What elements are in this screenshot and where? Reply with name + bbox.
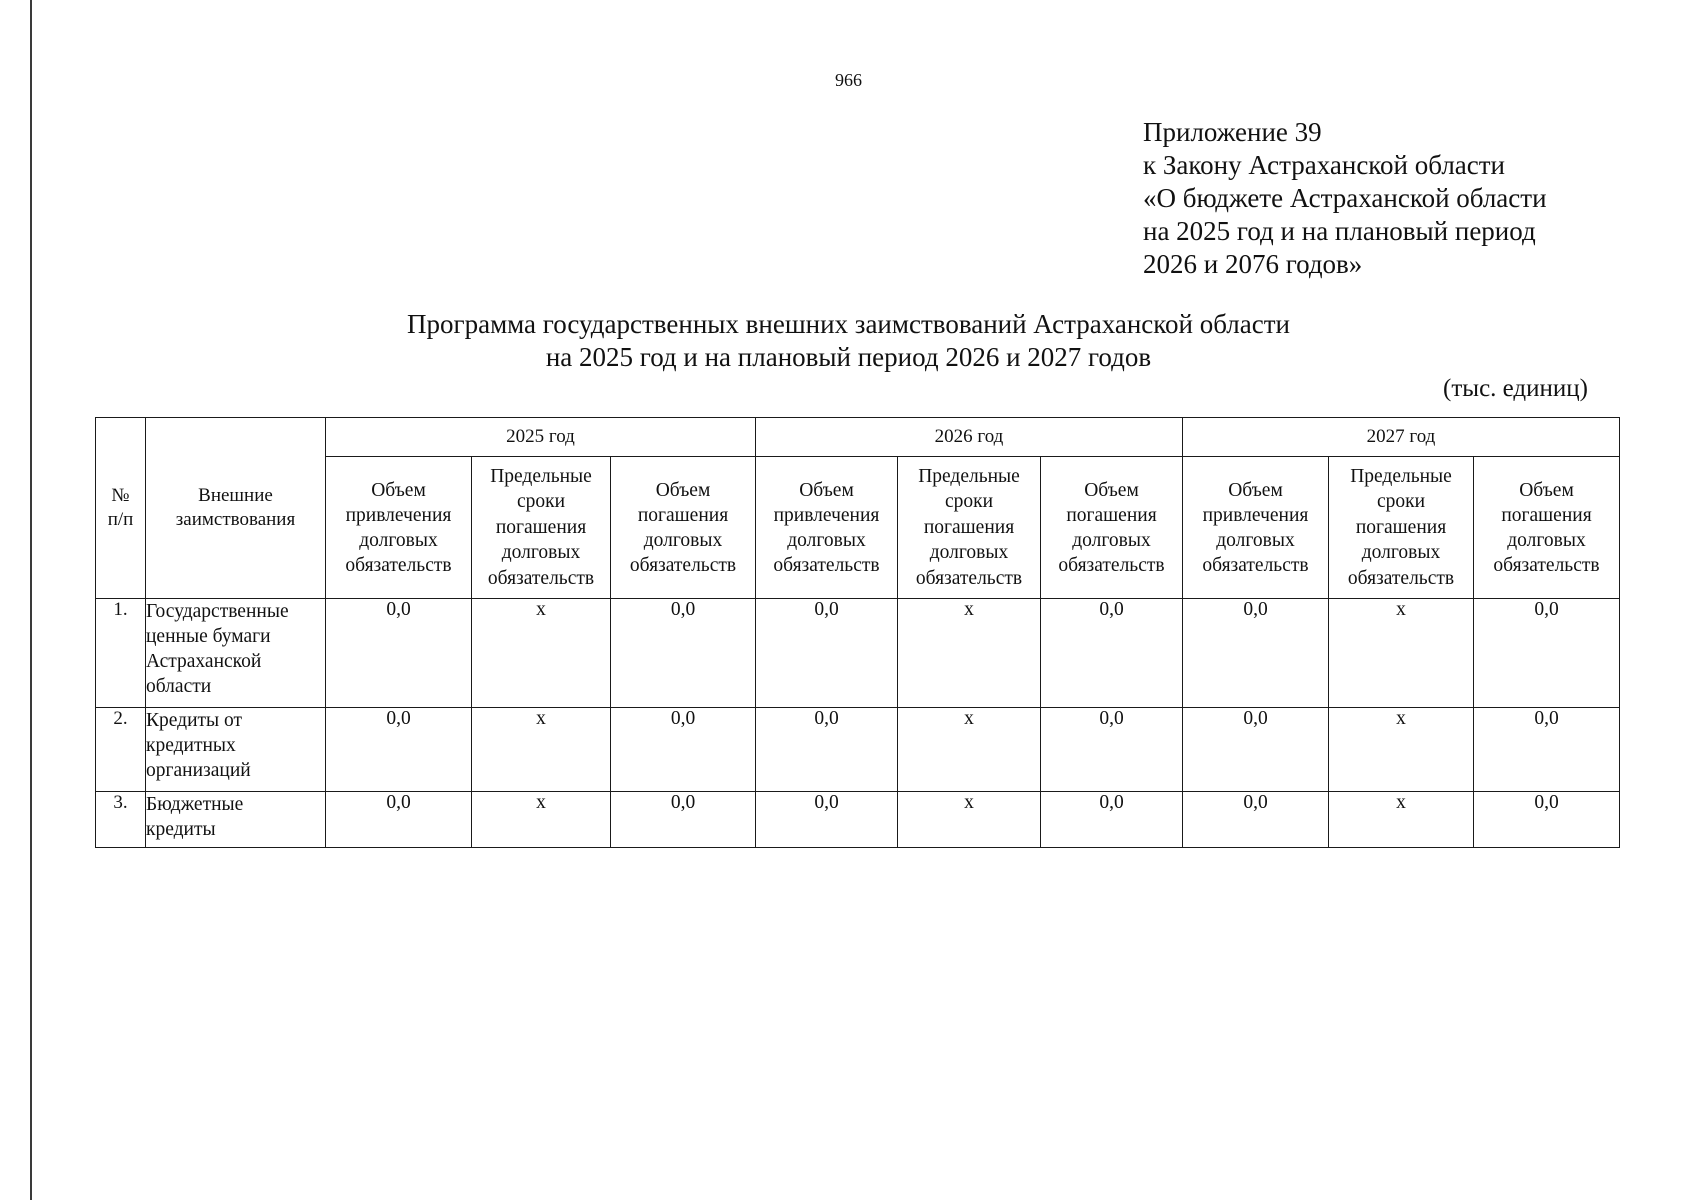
repayment-terms-header: Предельные сроки погашения долговых обязательств — [472, 457, 611, 599]
repayment-volume-header: Объем погашения долговых обязательств — [1041, 457, 1183, 599]
value-cell: х — [1329, 599, 1474, 708]
year-header-2025: 2025 год — [326, 418, 756, 457]
value-cell: 0,0 — [611, 599, 756, 708]
value-cell: х — [472, 599, 611, 708]
value-cell: х — [472, 792, 611, 848]
borrowing-name: Государственные ценные бумаги Астраханской области — [146, 599, 326, 708]
document-title-line: на 2025 год и на плановый период 2026 и 2027 годов — [545, 342, 1152, 372]
index-column-header — [96, 418, 146, 599]
appendix-line: Приложение 39 — [1143, 117, 1322, 147]
value-cell: 0,0 — [1183, 708, 1329, 792]
value-cell: х — [472, 708, 611, 792]
units-label: (тыс. единиц) — [1443, 375, 1588, 402]
value-cell: 0,0 — [326, 599, 472, 708]
table-row — [96, 708, 1620, 792]
value-cell: х — [898, 708, 1041, 792]
header-text: заимствования — [175, 509, 296, 530]
value-cell: х — [898, 599, 1041, 708]
attraction-volume-header: Объем привлечения долговых обязательств — [1183, 457, 1329, 599]
borrowing-name: Бюджетные кредиты — [146, 792, 326, 848]
repayment-volume-header: Объем погашения долговых обязательств — [611, 457, 756, 599]
value-cell: 0,0 — [1041, 599, 1183, 708]
year-header-2026: 2026 год — [756, 418, 1183, 457]
borrowings-table — [95, 417, 1620, 848]
value-cell: 0,0 — [326, 792, 472, 848]
value-cell: 0,0 — [756, 599, 898, 708]
borrowing-name: Кредиты от кредитных организаций — [146, 708, 326, 792]
value-cell: 0,0 — [326, 708, 472, 792]
value-cell: 0,0 — [1041, 792, 1183, 848]
value-cell: 0,0 — [756, 708, 898, 792]
value-cell: 0,0 — [1474, 599, 1620, 708]
attraction-volume-header: Объем привлечения долговых обязательств — [326, 457, 472, 599]
table-row — [96, 792, 1620, 848]
appendix-line: к Закону Астраханской области — [1143, 150, 1506, 180]
attraction-volume-header: Объем привлечения долговых обязательств — [756, 457, 898, 599]
document-title — [0, 308, 1697, 374]
value-cell: 0,0 — [611, 708, 756, 792]
row-index: 3. — [96, 792, 146, 848]
scan-edge-line — [30, 0, 32, 1200]
value-cell: 0,0 — [611, 792, 756, 848]
value-cell: 0,0 — [1041, 708, 1183, 792]
value-cell: х — [1329, 792, 1474, 848]
table-row — [96, 599, 1620, 708]
value-cell: х — [898, 792, 1041, 848]
value-cell: 0,0 — [1183, 792, 1329, 848]
value-cell: 0,0 — [756, 792, 898, 848]
appendix-line: на 2025 год и на плановый период — [1143, 216, 1536, 246]
repayment-volume-header: Объем погашения долговых обязательств — [1474, 457, 1620, 599]
header-text: Внешние — [198, 485, 273, 506]
value-cell: 0,0 — [1474, 792, 1620, 848]
repayment-terms-header: Предельные сроки погашения долговых обязательств — [1329, 457, 1474, 599]
appendix-block — [1143, 116, 1547, 281]
header-text: № — [111, 485, 130, 506]
value-cell: 0,0 — [1183, 599, 1329, 708]
value-cell: 0,0 — [1474, 708, 1620, 792]
borrowings-column-header — [146, 418, 326, 599]
appendix-line: «О бюджете Астраханской области — [1143, 183, 1547, 213]
appendix-line: 2026 и 2076 годов» — [1143, 249, 1363, 279]
repayment-terms-header: Предельные сроки погашения долговых обязательств — [898, 457, 1041, 599]
row-index: 2. — [96, 708, 146, 792]
row-index: 1. — [96, 599, 146, 708]
year-header-2027: 2027 год — [1183, 418, 1620, 457]
value-cell: х — [1329, 708, 1474, 792]
document-title-line: Программа государственных внешних заимствований Астраханской области — [407, 309, 1290, 339]
page-number: 966 — [835, 70, 862, 90]
header-text: п/п — [107, 509, 134, 530]
